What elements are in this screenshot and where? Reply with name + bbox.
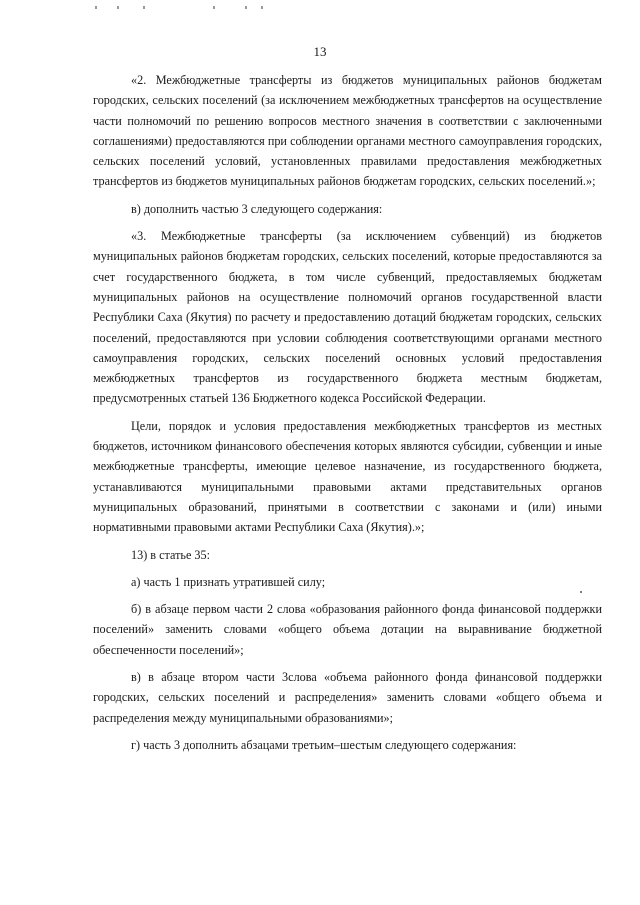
- document-body: [93, 70, 602, 762]
- scan-artifact-marks: [95, 6, 265, 12]
- paragraph-item-a: а) часть 1 признать утратившей силу;: [131, 574, 326, 589]
- paragraph-transfers-part-3: «3. Межбюджетные трансферты (за исключением субвенций) из бюджетов муниципальных районов бюджетам городских, сельских поселений, которые предоставляются за счет государственного бюджета, в том числе субвенций, предоставляемых бюджетам муниципальных районов на осуществление полномочий органов государственной власти Республики Саха (Якутия) по расчету и предоставлению дотаций бюджетам городских, сельских поселений, предоставляются при условии соблюдения соответствующими органами местного самоуправления городских, сельских поселений основных условий предоставления межбюджетных трансфертов из государственного бюджета местным бюджетам, предусмотренных статьей 136 Бюджетного кодекса Российской Федерации.: [93, 229, 602, 406]
- scan-speck: [580, 591, 582, 593]
- paragraph-item-b: б) в абзаце первом части 2 слова «образования районного фонда финансовой поддержки поселений» заменить словами «общего объема дотации на выравнивание бюджетной обеспеченности поселений»;: [93, 602, 602, 657]
- paragraph-transfers-part-2: «2. Межбюджетные трансферты из бюджетов муниципальных районов бюджетам городских, сельских поселений (за исключением межбюджетных трансфертов на осуществление части полномочий по решению вопросов местного значения в соответствии с заключенными соглашениями) предоставляются при соблюдении органами местного самоуправления городских, сельских поселений условий, установленных правилами предоставления межбюджетных трансфертов из бюджетов муниципальных районов бюджетам городских, сельских поселений.»;: [93, 73, 602, 189]
- paragraph-amend-add-part-3: в) дополнить частью 3 следующего содержания:: [131, 201, 383, 216]
- page-number: 13: [313, 44, 327, 59]
- paragraph-item-v: в) в абзаце втором части 3слова «объема районного фонда финансовой поддержки городских, сельских поселений и распределения» заменить словами «общего объема и распределения между муниципальными образованиями»;: [93, 670, 602, 725]
- paragraph-item-g: г) часть 3 дополнить абзацами третьим–шестым следующего содержания:: [131, 737, 517, 752]
- paragraph-article-35: 13) в статье 35:: [131, 547, 210, 562]
- paragraph-goals-and-conditions: Цели, порядок и условия предоставления межбюджетных трансфертов из местных бюджетов, источником финансового обеспечения которых являются субсидии, субвенции и иные межбюджетные трансферты, имеющие целевое назначение, из государственного бюджета, устанавливаются муниципальными правовыми актами представительных органов муниципальных образований, принятыми в соответствии с законами и (или) иными нормативными правовыми актами Республики Саха (Якутия).»;: [93, 418, 602, 535]
